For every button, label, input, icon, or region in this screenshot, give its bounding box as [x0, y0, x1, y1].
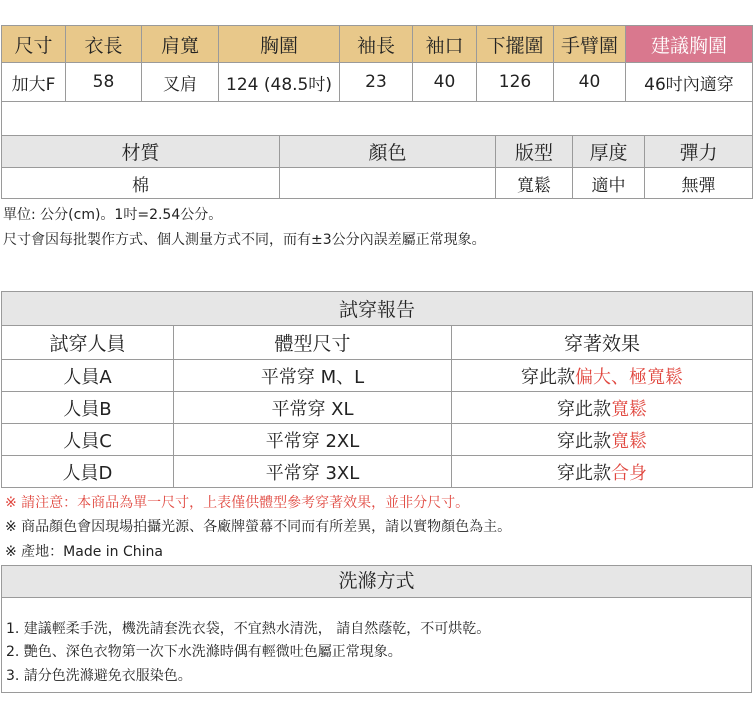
fit-report-title-row [2, 292, 753, 326]
size-value-row [2, 63, 753, 102]
fit-person: 人員C [2, 424, 174, 456]
attention-warning: ※ 請注意：本商品為單一尺寸，上表僅供體型參考穿著效果，並非分尺寸。 [5, 495, 470, 511]
size-value-cell: 23 [340, 63, 413, 102]
size-value-cell: 40 [413, 63, 477, 102]
material-value-cell: 適中 [573, 168, 645, 199]
fit-size: 平常穿 2XL [174, 424, 452, 456]
fit-effect [452, 392, 753, 424]
color-warning: ※ 商品顏色會因現場拍攝光源、各廠牌螢幕不同而有所差異，請以實物顏色為主。 [5, 519, 512, 535]
size-header-cell: 胸圍 [219, 26, 340, 63]
fit-effect-highlight: 合身 [611, 462, 647, 484]
washing-line: 2. 艷色、深色衣物第一次下水洗滌時偶有輕微吐色屬正常現象。 [6, 644, 402, 660]
fit-person: 人員A [2, 360, 174, 392]
fit-report-title: 試穿報告 [2, 292, 753, 326]
material-header-cell: 厚度 [573, 136, 645, 168]
fit-effect [452, 456, 753, 488]
fit-person: 人員B [2, 392, 174, 424]
size-value-cell: 40 [554, 63, 626, 102]
size-header-cell: 肩寬 [142, 26, 219, 63]
material-header-cell: 彈力 [645, 136, 753, 168]
washing-title: 洗滌方式 [1, 565, 752, 598]
unit-note: 單位: 公分(cm)。1吋=2.54公分。 [3, 207, 223, 223]
size-header-row [2, 26, 753, 63]
size-value-cell: 46吋內適穿 [626, 63, 753, 102]
size-header-cell: 袖長 [340, 26, 413, 63]
fit-effect-highlight: 寬鬆 [611, 398, 647, 420]
fit-row [2, 424, 753, 456]
material-header-row [2, 136, 753, 168]
size-table [1, 25, 753, 137]
blank-cell [2, 102, 753, 137]
fit-header-row [2, 326, 753, 360]
fit-effect [452, 360, 753, 392]
error-note: 尺寸會因每批製作方式、個人測量方式不同，而有±3公分內誤差屬正常現象。 [3, 232, 486, 248]
fit-header-cell: 試穿人員 [2, 326, 174, 360]
washing-line: 3. 請分色洗滌避免衣服染色。 [6, 668, 192, 684]
size-header-cell: 衣長 [66, 26, 142, 63]
material-header-cell: 材質 [2, 136, 280, 168]
fit-header-cell: 體型尺寸 [174, 326, 452, 360]
fit-effect-highlight: 偏大、極寬鬆 [575, 366, 683, 388]
size-value-cell: 加大F [2, 63, 66, 102]
fit-row [2, 360, 753, 392]
fit-header-cell: 穿著效果 [452, 326, 753, 360]
fit-person: 人員D [2, 456, 174, 488]
material-header-cell: 顏色 [280, 136, 496, 168]
washing-line: 1. 建議輕柔手洗，機洗請套洗衣袋，不宜熱水清洗， 請自然蔭乾，不可烘乾。 [6, 621, 491, 637]
fit-report-table [1, 291, 753, 488]
fit-effect-prefix: 穿此款 [521, 366, 575, 388]
size-value-cell: 叉肩 [142, 63, 219, 102]
color-value-cell [280, 168, 496, 199]
size-header-cell: 袖口 [413, 26, 477, 63]
fit-size: 平常穿 3XL [174, 456, 452, 488]
material-value-cell: 寬鬆 [496, 168, 573, 199]
fit-effect-prefix: 穿此款 [557, 430, 611, 452]
size-blank-row [2, 102, 753, 137]
fit-effect [452, 424, 753, 456]
size-header-cell: 尺寸 [2, 26, 66, 63]
washing-box [1, 597, 752, 693]
fit-size: 平常穿 M、L [174, 360, 452, 392]
material-value-cell: 棉 [2, 168, 280, 199]
material-table [1, 135, 753, 199]
fit-row [2, 456, 753, 488]
material-header-cell: 版型 [496, 136, 573, 168]
fit-effect-highlight: 寬鬆 [611, 430, 647, 452]
fit-size: 平常穿 XL [174, 392, 452, 424]
size-value-cell: 126 [477, 63, 554, 102]
size-header-cell: 下擺圍 [477, 26, 554, 63]
size-value-cell: 58 [66, 63, 142, 102]
size-value-cell: 124 (48.5吋) [219, 63, 340, 102]
fit-effect-prefix: 穿此款 [557, 398, 611, 420]
fit-row [2, 392, 753, 424]
size-header-cell: 手臂圍 [554, 26, 626, 63]
origin-note: ※ 產地：Made in China [5, 544, 163, 560]
suggested-chest-header: 建議胸圍 [626, 26, 753, 63]
material-value-cell: 無彈 [645, 168, 753, 199]
fit-effect-prefix: 穿此款 [557, 462, 611, 484]
material-value-row [2, 168, 753, 199]
